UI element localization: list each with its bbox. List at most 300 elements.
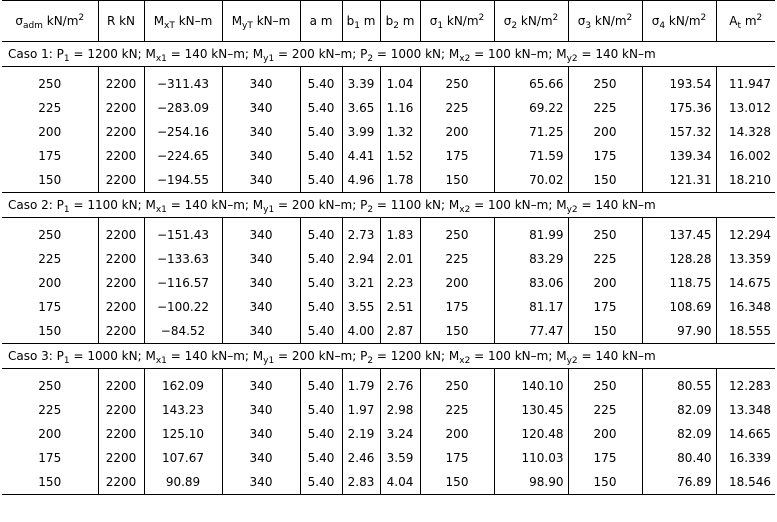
table-cell: 1.52 bbox=[380, 144, 420, 168]
symbol-m: M bbox=[145, 47, 156, 61]
header-text-pre: b bbox=[346, 14, 355, 28]
table-row bbox=[2, 374, 775, 398]
header-text-mid: kN/m bbox=[591, 14, 627, 28]
table-row bbox=[2, 72, 775, 96]
header-text-pre: R kN bbox=[106, 14, 136, 28]
case-mx2: 100 kN–m; bbox=[488, 349, 557, 363]
table-cell: 1.16 bbox=[380, 96, 420, 120]
table-cell: 200 bbox=[420, 422, 494, 446]
table-cell: 340 bbox=[222, 398, 300, 422]
table-cell: 340 bbox=[222, 120, 300, 144]
table-cell: 97.90 bbox=[642, 319, 716, 344]
table-cell: 82.09 bbox=[642, 422, 716, 446]
header-text-sub: t bbox=[737, 21, 741, 31]
table-cell: 140.10 bbox=[494, 374, 568, 398]
table-cell: 3.24 bbox=[380, 422, 420, 446]
header-text-mid: kN–m bbox=[252, 14, 291, 28]
table-row bbox=[2, 446, 775, 470]
case-label bbox=[2, 193, 775, 218]
symbol-eq: = bbox=[373, 349, 391, 363]
symbol-eq: = bbox=[577, 198, 596, 212]
header-text-sub: yT bbox=[242, 21, 253, 31]
table-cell: 2200 bbox=[98, 422, 144, 446]
column-header bbox=[300, 1, 342, 42]
table-cell: 150 bbox=[568, 470, 642, 495]
table-cell: 2200 bbox=[98, 144, 144, 168]
column-header bbox=[642, 1, 716, 42]
table-cell: 2200 bbox=[98, 374, 144, 398]
table-cell: 5.40 bbox=[300, 398, 342, 422]
header-text-pre: σ bbox=[15, 14, 23, 28]
table-cell: 2200 bbox=[98, 223, 144, 247]
header-text-pre: σ bbox=[429, 14, 438, 28]
table-cell: 2.98 bbox=[380, 398, 420, 422]
table-cell: 108.69 bbox=[642, 295, 716, 319]
header-text-pre: σ bbox=[577, 14, 586, 28]
column-header bbox=[222, 1, 300, 42]
table-cell: 200 bbox=[38, 276, 62, 290]
table-cell: 5.40 bbox=[300, 319, 342, 344]
table-cell: 175 bbox=[38, 300, 62, 314]
table-cell: 250 bbox=[38, 77, 62, 91]
symbol-m: M bbox=[556, 198, 567, 212]
case-title: Caso 2: bbox=[8, 198, 57, 212]
table-cell: 5.40 bbox=[300, 72, 342, 96]
table-cell: 225 bbox=[420, 398, 494, 422]
table-cell: 200 bbox=[568, 422, 642, 446]
case-label bbox=[2, 42, 775, 67]
table-cell: 2200 bbox=[98, 470, 144, 495]
header-text-sup: 2 bbox=[478, 13, 485, 23]
header-text-sup: 2 bbox=[78, 13, 85, 23]
symbol-p: P bbox=[56, 349, 64, 363]
table-cell: 175 bbox=[38, 451, 62, 465]
symbol-eq: = bbox=[69, 349, 88, 363]
column-header bbox=[342, 1, 380, 42]
table-cell: 4.41 bbox=[342, 144, 380, 168]
header-text-pre: σ bbox=[503, 14, 512, 28]
table-cell: 14.665 bbox=[716, 422, 775, 446]
table-cell: 200 bbox=[420, 120, 494, 144]
case-header-row bbox=[2, 344, 775, 369]
table-cell: 2.76 bbox=[380, 374, 420, 398]
table-cell: 225 bbox=[420, 247, 494, 271]
table-row bbox=[2, 168, 775, 193]
table-cell: 200 bbox=[568, 120, 642, 144]
table-cell: 3.99 bbox=[342, 120, 380, 144]
table-row bbox=[2, 271, 775, 295]
table-cell: 2.87 bbox=[380, 319, 420, 344]
column-header bbox=[568, 1, 642, 42]
symbol-eq: = bbox=[274, 47, 292, 61]
table-cell: 2200 bbox=[98, 398, 144, 422]
symbol-sub: x2 bbox=[459, 205, 471, 215]
symbol-sub: y1 bbox=[263, 356, 275, 366]
case-header-row bbox=[2, 193, 775, 218]
table-row bbox=[2, 144, 775, 168]
header-text-pre: a m bbox=[309, 14, 333, 28]
table-cell: −283.09 bbox=[144, 96, 222, 120]
table-cell: 98.90 bbox=[494, 470, 568, 495]
table-cell: 128.28 bbox=[642, 247, 716, 271]
table-cell: 3.55 bbox=[342, 295, 380, 319]
table-cell: 5.40 bbox=[300, 223, 342, 247]
table-cell: 150 bbox=[2, 319, 98, 344]
table-cell: 120.48 bbox=[494, 422, 568, 446]
table-cell: 83.06 bbox=[494, 271, 568, 295]
table-cell: 175 bbox=[420, 446, 494, 470]
table-cell: 193.54 bbox=[642, 72, 716, 96]
table-cell: 175 bbox=[568, 295, 642, 319]
column-header bbox=[494, 1, 568, 42]
table-cell: 250 bbox=[38, 379, 62, 393]
symbol-eq: = bbox=[166, 198, 185, 212]
table-cell: 1.97 bbox=[342, 398, 380, 422]
table-body bbox=[2, 42, 775, 495]
table-cell: 340 bbox=[222, 168, 300, 193]
symbol-sub: y2 bbox=[566, 205, 578, 215]
table-cell: 340 bbox=[222, 470, 300, 495]
table-cell: 250 bbox=[568, 223, 642, 247]
table-cell: 150 bbox=[2, 470, 98, 495]
symbol-p: P bbox=[360, 349, 368, 363]
table-cell: 150 bbox=[2, 168, 98, 193]
header-text-sup: 2 bbox=[700, 13, 707, 23]
header-text-mid: kN/m bbox=[42, 14, 79, 28]
symbol-sub: 2 bbox=[367, 205, 374, 215]
table-row bbox=[2, 120, 775, 144]
table-cell: 225 bbox=[38, 101, 62, 115]
case-my1: 200 kN–m; bbox=[291, 47, 361, 61]
symbol-eq: = bbox=[274, 349, 292, 363]
column-header bbox=[2, 1, 98, 42]
header-text-sub: 2 bbox=[393, 21, 399, 31]
table-cell: 71.25 bbox=[494, 120, 568, 144]
table-cell: 200 bbox=[38, 427, 62, 441]
case-mx2: 100 kN–m; bbox=[488, 47, 557, 61]
table-cell: 2.19 bbox=[342, 422, 380, 446]
table-cell: −254.16 bbox=[144, 120, 222, 144]
table-cell: 2200 bbox=[98, 319, 144, 344]
header-text-sub: 4 bbox=[659, 21, 666, 31]
table-row bbox=[2, 247, 775, 271]
header-text-sub: 1 bbox=[437, 21, 444, 31]
column-header bbox=[716, 1, 775, 42]
table-cell: 5.40 bbox=[300, 247, 342, 271]
table-cell: 340 bbox=[222, 295, 300, 319]
table-cell: 200 bbox=[568, 271, 642, 295]
header-text-sub: 1 bbox=[354, 21, 360, 31]
table-cell: 3.21 bbox=[342, 271, 380, 295]
table-cell: 137.45 bbox=[642, 223, 716, 247]
table-cell: 2.46 bbox=[342, 446, 380, 470]
table-cell: −116.57 bbox=[144, 271, 222, 295]
table-cell: 225 bbox=[568, 96, 642, 120]
symbol-m: M bbox=[448, 349, 460, 363]
table-cell: 340 bbox=[222, 319, 300, 344]
table-cell: 1.32 bbox=[380, 120, 420, 144]
table-cell: 80.55 bbox=[642, 374, 716, 398]
case-p2: 1100 kN; bbox=[390, 198, 449, 212]
table-cell: 3.39 bbox=[342, 72, 380, 96]
table-cell: 340 bbox=[222, 144, 300, 168]
table-cell: 18.546 bbox=[716, 470, 775, 495]
table-cell: 340 bbox=[222, 271, 300, 295]
symbol-m: M bbox=[145, 349, 156, 363]
table-cell: 107.67 bbox=[144, 446, 222, 470]
table-cell: 65.66 bbox=[494, 72, 568, 96]
symbol-p: P bbox=[56, 198, 64, 212]
table-cell: 5.40 bbox=[300, 96, 342, 120]
symbol-sub: 2 bbox=[367, 356, 374, 366]
table-cell: 5.40 bbox=[300, 374, 342, 398]
table-cell: 175.36 bbox=[642, 96, 716, 120]
table-cell: 150 bbox=[420, 470, 494, 495]
case-label bbox=[2, 344, 775, 369]
symbol-m: M bbox=[252, 198, 264, 212]
table-cell: 175 bbox=[420, 295, 494, 319]
table-cell: 83.29 bbox=[494, 247, 568, 271]
case-header-row bbox=[2, 42, 775, 67]
table-cell: 12.283 bbox=[716, 374, 775, 398]
table-cell: 70.02 bbox=[494, 168, 568, 193]
table-cell: 2200 bbox=[98, 96, 144, 120]
table-cell: 340 bbox=[222, 446, 300, 470]
table-cell: 150 bbox=[420, 168, 494, 193]
symbol-sub: x1 bbox=[155, 205, 167, 215]
table-cell: 2.94 bbox=[342, 247, 380, 271]
symbol-eq: = bbox=[470, 349, 488, 363]
header-text-mid: m bbox=[398, 14, 415, 28]
table-cell: 340 bbox=[222, 247, 300, 271]
table-cell: 200 bbox=[38, 125, 62, 139]
table-row bbox=[2, 398, 775, 422]
column-header bbox=[420, 1, 494, 42]
table-cell: 225 bbox=[38, 252, 62, 266]
symbol-eq: = bbox=[69, 47, 88, 61]
table-cell: 175 bbox=[420, 144, 494, 168]
table-cell: 14.328 bbox=[716, 120, 775, 144]
symbol-eq: = bbox=[373, 47, 391, 61]
symbol-sub: x2 bbox=[459, 356, 471, 366]
table-row bbox=[2, 96, 775, 120]
symbol-p: P bbox=[56, 47, 64, 61]
table-cell: 80.40 bbox=[642, 446, 716, 470]
table-cell: 18.555 bbox=[716, 319, 775, 344]
table-cell: 2200 bbox=[98, 72, 144, 96]
table-cell: 5.40 bbox=[300, 295, 342, 319]
table-cell: 4.04 bbox=[380, 470, 420, 495]
table-cell: 150 bbox=[568, 168, 642, 193]
table-cell: 1.04 bbox=[380, 72, 420, 96]
case-my1: 200 kN–m; bbox=[291, 198, 361, 212]
table-cell: 121.31 bbox=[642, 168, 716, 193]
results-table bbox=[2, 0, 775, 495]
table-cell: 81.17 bbox=[494, 295, 568, 319]
table-cell: 2200 bbox=[98, 168, 144, 193]
table-cell: 200 bbox=[420, 271, 494, 295]
table-cell: 150 bbox=[568, 319, 642, 344]
case-mx1: 140 kN–m; bbox=[184, 198, 253, 212]
table-cell: 5.40 bbox=[300, 271, 342, 295]
case-mx1: 140 kN–m; bbox=[184, 349, 253, 363]
table-cell: 250 bbox=[38, 228, 62, 242]
symbol-sub: x1 bbox=[155, 356, 167, 366]
table-cell: 2200 bbox=[98, 120, 144, 144]
symbol-eq: = bbox=[577, 47, 596, 61]
table-cell: 175 bbox=[568, 446, 642, 470]
symbol-eq: = bbox=[577, 349, 596, 363]
table-cell: 3.59 bbox=[380, 446, 420, 470]
case-title: Caso 3: bbox=[8, 349, 57, 363]
header-text-mid: m bbox=[359, 14, 376, 28]
symbol-sub: y1 bbox=[263, 205, 275, 215]
table-cell: −311.43 bbox=[144, 72, 222, 96]
table-cell: 13.348 bbox=[716, 398, 775, 422]
header-text-sub: xT bbox=[164, 21, 175, 31]
table-cell: 118.75 bbox=[642, 271, 716, 295]
symbol-p: P bbox=[360, 47, 368, 61]
symbol-sub: 1 bbox=[63, 356, 70, 366]
symbol-sub: 1 bbox=[63, 205, 70, 215]
table-cell: 340 bbox=[222, 374, 300, 398]
header-text-sub: 2 bbox=[511, 21, 518, 31]
table-cell: 13.359 bbox=[716, 247, 775, 271]
table-cell: 340 bbox=[222, 223, 300, 247]
header-text-sup: 2 bbox=[756, 13, 763, 23]
table-cell: 82.09 bbox=[642, 398, 716, 422]
header-text-mid: kN/m bbox=[517, 14, 553, 28]
header-text-sub: adm bbox=[22, 21, 43, 31]
case-my2: 140 kN–m bbox=[595, 349, 656, 363]
symbol-m: M bbox=[145, 198, 156, 212]
table-cell: 5.40 bbox=[300, 422, 342, 446]
table-cell: 5.40 bbox=[300, 470, 342, 495]
symbol-sub: y2 bbox=[566, 54, 578, 64]
table-cell: 175 bbox=[38, 149, 62, 163]
case-my2: 140 kN–m bbox=[595, 198, 656, 212]
header-text-mid: kN/m bbox=[665, 14, 701, 28]
table-cell: −84.52 bbox=[144, 319, 222, 344]
symbol-eq: = bbox=[166, 47, 185, 61]
table-cell: 71.59 bbox=[494, 144, 568, 168]
table-cell: 2.83 bbox=[342, 470, 380, 495]
symbol-m: M bbox=[448, 198, 460, 212]
table-cell: 340 bbox=[222, 422, 300, 446]
table-cell: 16.348 bbox=[716, 295, 775, 319]
case-p2: 1200 kN; bbox=[390, 349, 449, 363]
table-row bbox=[2, 295, 775, 319]
table-cell: 12.294 bbox=[716, 223, 775, 247]
header-text-pre: M bbox=[153, 14, 165, 28]
table-row bbox=[2, 319, 775, 344]
table-cell: 225 bbox=[38, 403, 62, 417]
header-text-sup: 2 bbox=[552, 13, 559, 23]
table-cell: 2200 bbox=[98, 295, 144, 319]
case-p1: 1200 kN; bbox=[87, 47, 146, 61]
column-header bbox=[98, 1, 144, 42]
table-cell: 16.002 bbox=[716, 144, 775, 168]
table-cell: 1.79 bbox=[342, 374, 380, 398]
table-cell: 139.34 bbox=[642, 144, 716, 168]
symbol-m: M bbox=[252, 349, 264, 363]
table-cell: 2.23 bbox=[380, 271, 420, 295]
header-text-pre: σ bbox=[651, 14, 660, 28]
table-cell: 250 bbox=[420, 374, 494, 398]
table-cell: 13.012 bbox=[716, 96, 775, 120]
table-cell: −194.55 bbox=[144, 168, 222, 193]
header-text-pre: A bbox=[729, 14, 738, 28]
table-cell: 157.32 bbox=[642, 120, 716, 144]
table-cell: 225 bbox=[568, 247, 642, 271]
symbol-sub: y1 bbox=[263, 54, 275, 64]
symbol-sub: 1 bbox=[63, 54, 70, 64]
table-cell: 2.73 bbox=[342, 223, 380, 247]
symbol-sub: x1 bbox=[155, 54, 167, 64]
header-text-sup: 2 bbox=[626, 13, 633, 23]
table-cell: 1.83 bbox=[380, 223, 420, 247]
table-cell: 2.51 bbox=[380, 295, 420, 319]
table-cell: 250 bbox=[568, 72, 642, 96]
symbol-eq: = bbox=[274, 198, 292, 212]
table-cell: 4.00 bbox=[342, 319, 380, 344]
header-text-pre: M bbox=[231, 14, 243, 28]
table-cell: −224.65 bbox=[144, 144, 222, 168]
table-cell: 2200 bbox=[98, 271, 144, 295]
symbol-eq: = bbox=[470, 198, 488, 212]
table-cell: 2200 bbox=[98, 446, 144, 470]
table-cell: 250 bbox=[568, 374, 642, 398]
case-p1: 1100 kN; bbox=[87, 198, 146, 212]
table-cell: 250 bbox=[420, 72, 494, 96]
table-cell: 77.47 bbox=[494, 319, 568, 344]
case-mx1: 140 kN–m; bbox=[184, 47, 253, 61]
table-cell: 5.40 bbox=[300, 446, 342, 470]
symbol-eq: = bbox=[470, 47, 488, 61]
symbol-eq: = bbox=[373, 198, 391, 212]
symbol-m: M bbox=[556, 349, 567, 363]
table-cell: 143.23 bbox=[144, 398, 222, 422]
table-cell: 340 bbox=[222, 72, 300, 96]
table-cell: 2.01 bbox=[380, 247, 420, 271]
header-text-pre: b bbox=[385, 14, 394, 28]
table-cell: −100.22 bbox=[144, 295, 222, 319]
case-p2: 1000 kN; bbox=[390, 47, 449, 61]
table-row bbox=[2, 223, 775, 247]
table-cell: 18.210 bbox=[716, 168, 775, 193]
table-cell: 150 bbox=[420, 319, 494, 344]
table-cell: 5.40 bbox=[300, 144, 342, 168]
header-text-mid: m bbox=[741, 14, 757, 28]
table-cell: 340 bbox=[222, 96, 300, 120]
symbol-sub: 2 bbox=[367, 54, 374, 64]
case-my2: 140 kN–m bbox=[595, 47, 656, 61]
table-cell: 110.03 bbox=[494, 446, 568, 470]
header-text-mid: kN/m bbox=[443, 14, 479, 28]
symbol-sub: y2 bbox=[566, 356, 578, 366]
symbol-sub: x2 bbox=[459, 54, 471, 64]
symbol-m: M bbox=[252, 47, 264, 61]
case-p1: 1000 kN; bbox=[87, 349, 146, 363]
table-cell: 90.89 bbox=[144, 470, 222, 495]
header-text-sub: 3 bbox=[585, 21, 592, 31]
case-my1: 200 kN–m; bbox=[291, 349, 361, 363]
symbol-m: M bbox=[556, 47, 567, 61]
table-cell: 175 bbox=[568, 144, 642, 168]
case-title: Caso 1: bbox=[8, 47, 57, 61]
table-cell: 14.675 bbox=[716, 271, 775, 295]
table-cell: 11.947 bbox=[716, 72, 775, 96]
